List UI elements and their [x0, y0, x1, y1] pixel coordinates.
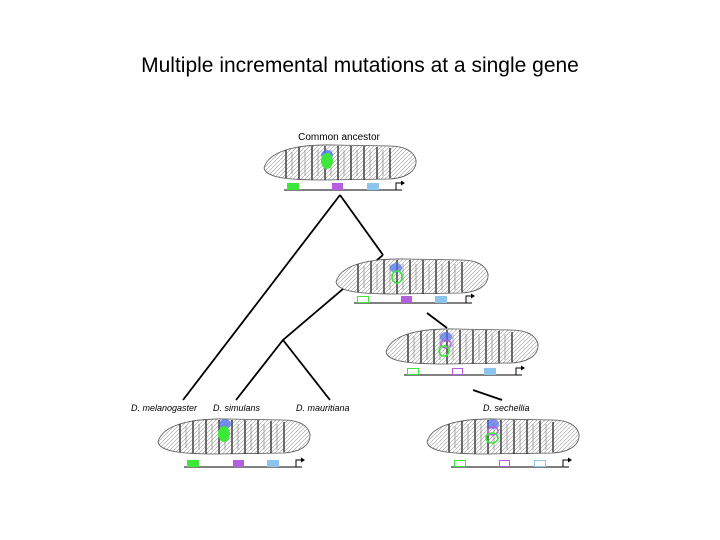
gene-diagram-intermediate-1: [354, 294, 475, 304]
enhancer-1-lost: [358, 297, 369, 303]
enhancer-2-lost: [453, 369, 463, 375]
enhancer-3-filled: [367, 183, 379, 190]
enhancer-2-lost: [500, 461, 510, 467]
leaf-label-sechellia: D. sechellia: [483, 403, 530, 413]
larva-intermediate-1: [336, 259, 488, 303]
enhancer-1-filled: [187, 460, 199, 467]
green-stripe-marking: [218, 426, 230, 442]
leaf-label-simulans: D. simulans: [213, 403, 261, 413]
larva-intermediate-2: [386, 329, 538, 375]
enhancer-2-filled: [233, 460, 244, 467]
gene-diagram-melanogaster-simulans: [184, 458, 305, 468]
enhancer-3-filled: [484, 368, 496, 375]
gene-diagram-ancestor: [284, 181, 405, 191]
enhancer-3-filled: [435, 296, 447, 303]
leaf-label-melanogaster: D. melanogaster: [131, 403, 198, 413]
enhancer-2-filled: [332, 183, 343, 190]
enhancer-1-lost: [455, 461, 466, 467]
larva-melanogaster-simulans: [158, 419, 310, 467]
slide-title: Multiple incremental mutations at a single gene: [141, 54, 579, 77]
enhancer-3-lost: [535, 461, 546, 467]
green-stripe-marking: [321, 153, 333, 169]
enhancer-1-lost: [408, 369, 419, 375]
gene-diagram-intermediate-2: [404, 366, 525, 376]
gene-diagram-sechellia: [451, 458, 572, 468]
enhancer-2-filled: [401, 296, 412, 303]
larva-sechellia: [427, 419, 579, 467]
root-label: Common ancestor: [298, 132, 380, 143]
enhancer-1-filled: [287, 183, 299, 190]
tree-branches: [183, 195, 502, 400]
leaf-label-mauritiana: D. mauritiana: [296, 403, 350, 413]
larva-ancestor: [264, 145, 416, 190]
enhancer-3-filled: [267, 460, 279, 467]
